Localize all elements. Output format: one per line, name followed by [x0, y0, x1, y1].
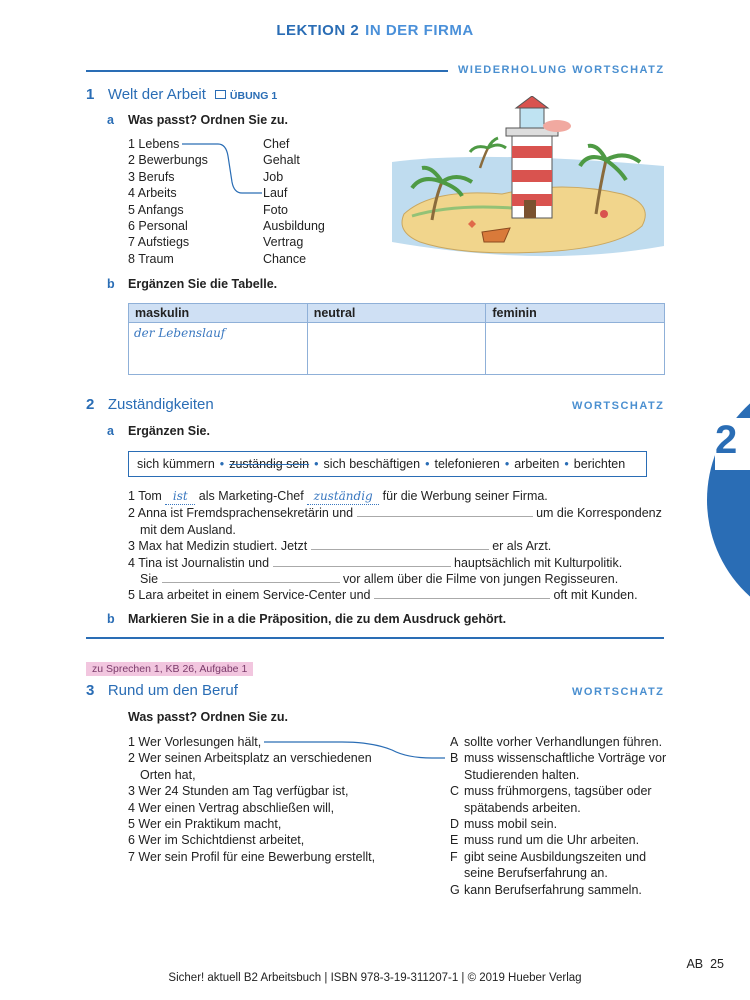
ex1a-right-list	[263, 136, 325, 267]
table-cell-feminin[interactable]	[486, 323, 665, 375]
section-label-wiederholung: WIEDERHOLUNG WORTSCHATZ	[458, 64, 665, 76]
chapter-tab-number: 2	[715, 418, 750, 470]
page-number: AB 25	[686, 957, 724, 971]
section-label-wortschatz: WORTSCHATZ	[572, 400, 665, 412]
answer-gap[interactable]	[311, 538, 489, 550]
list-item: Job	[263, 169, 284, 184]
list-item: Orten hat,	[140, 767, 196, 782]
ex3-connector-line	[262, 736, 447, 762]
ex1-title: Welt der Arbeit	[107, 86, 206, 103]
table-header-neutral: neutral	[307, 304, 486, 323]
page-header	[0, 22, 750, 39]
ex1a-label: a	[107, 113, 114, 127]
ex3-title: Rund um den Beruf	[107, 682, 238, 699]
divider	[86, 637, 664, 639]
list-item: 7 Aufstiegs	[128, 235, 190, 250]
list-item: muss mobil sein.	[464, 817, 558, 832]
list-item: 6 Wer im Schichtdienst arbeitet,	[128, 833, 305, 848]
list-item: 2 Bewerbungs	[128, 153, 208, 168]
ex3-right-list	[464, 734, 666, 898]
ex2-title: Zuständigkeiten	[107, 396, 214, 413]
list-item: muss rund um die Uhr arbeiten.	[464, 833, 640, 848]
list-item: Gehalt	[263, 153, 300, 168]
ex3-instruction: Was passt? Ordnen Sie zu.	[128, 710, 288, 724]
list-item: Vertrag	[263, 235, 304, 250]
list-item: 5 Wer ein Praktikum macht,	[128, 817, 282, 832]
list-item: seine Berufserfahrung an.	[464, 866, 608, 881]
word-chip-used: zuständig sein	[229, 457, 310, 471]
ex2-heading	[86, 396, 214, 413]
list-item: 4 Wer einen Vertrag abschließen will,	[128, 800, 335, 815]
ex1b-instruction: Ergänzen Sie die Tabelle.	[128, 277, 278, 291]
list-item: muss wissenschaftliche Vorträge vor	[464, 751, 667, 766]
lesson-number: LEKTION 2	[276, 22, 360, 39]
handwritten-example: der Lebenslauf	[134, 326, 226, 340]
word-chip: sich beschäftigen	[323, 457, 421, 471]
ex2-word-box: sich kümmern • zuständig sein • sich beschäftigen • telefonieren • arbeiten • berichten	[128, 451, 647, 477]
list-item: muss frühmorgens, tagsüber oder	[464, 784, 652, 799]
sentence-4-cont: Sie vor allem über die Filme von jungen Regisseuren.	[140, 572, 619, 587]
list-item: 4 Arbeits	[128, 186, 177, 201]
ex3-number: 3	[86, 682, 95, 699]
ex1b-table	[128, 303, 665, 375]
ex2-sentences	[128, 488, 668, 604]
list-item: 6 Personal	[128, 219, 188, 234]
sentence-5: 5 Lara arbeitet in einem Service-Center und oft mit Kunden.	[128, 588, 638, 603]
list-item: Lauf	[263, 186, 288, 201]
list-item: 5 Anfangs	[128, 202, 184, 217]
word-chip: sich kümmern	[137, 457, 215, 471]
answer-gap[interactable]: ist	[165, 488, 195, 505]
answer-gap[interactable]	[162, 571, 340, 583]
list-item: 3 Wer 24 Stunden am Tag verfügbar ist,	[128, 784, 349, 799]
sentence-4: 4 Tina ist Journalistin und hauptsächlich mit Kulturpolitik.	[128, 555, 623, 570]
sentence-3: 3 Max hat Medizin studiert. Jetzt er als Arzt.	[128, 539, 552, 554]
list-item: 1 Wer Vorlesungen hält,	[128, 735, 262, 749]
table-row	[129, 323, 665, 375]
sentence-2-cont: mit dem Ausland.	[140, 522, 236, 537]
list-item: 2 Wer seinen Arbeitsplatz an verschiedenen	[128, 751, 372, 766]
ex2b-label: b	[107, 612, 115, 626]
chapter-tab-ring	[707, 370, 750, 630]
section-label-wortschatz: WORTSCHATZ	[572, 686, 665, 698]
list-item: 3 Berufs	[128, 169, 175, 184]
list-item: 7 Wer sein Profil für eine Bewerbung erstellt,	[128, 849, 376, 864]
ex2a-instruction: Ergänzen Sie.	[128, 424, 210, 438]
ex2b-instruction: Markieren Sie in a die Präposition, die zu dem Ausdruck gehört.	[128, 612, 507, 626]
ex1a-instruction: Was passt? Ordnen Sie zu.	[128, 113, 288, 127]
lesson-topic: IN DER FIRMA	[365, 22, 474, 39]
list-item: Ausbildung	[263, 219, 325, 234]
ex1-number: 1	[86, 86, 95, 103]
sentence-1: 1 Tom ist als Marketing-Chef zuständig für die Werbung seiner Firma.	[128, 488, 668, 505]
ex1-heading	[86, 86, 277, 103]
answer-gap[interactable]	[273, 555, 451, 567]
answer-gap[interactable]	[374, 587, 550, 599]
word-chip: telefonieren	[434, 457, 500, 471]
ex3-right-letters: A B C D E F G	[450, 735, 460, 897]
list-item: kann Berufserfahrung sammeln.	[464, 882, 642, 897]
table-header-feminin: feminin	[486, 304, 665, 323]
lighthouse-island-illustration	[392, 96, 664, 274]
cross-reference-tag: zu Sprechen 1, KB 26, Aufgabe 1	[86, 662, 253, 676]
list-item: spätabends arbeiten.	[464, 800, 581, 815]
computer-icon	[215, 90, 226, 99]
list-item: Foto	[263, 202, 289, 217]
table-cell-neutral[interactable]	[307, 323, 486, 375]
list-item: 1 Lebens	[128, 137, 180, 151]
ex1b-label: b	[107, 277, 115, 291]
ex2a-label: a	[107, 424, 114, 438]
ex1-uebung-ref: ÜBUNG 1	[229, 90, 278, 102]
ex3-heading	[86, 682, 238, 699]
ex2-number: 2	[86, 396, 95, 413]
list-item: 8 Traum	[128, 251, 174, 266]
divider	[86, 70, 448, 72]
word-chip: berichten	[573, 457, 626, 471]
list-item: Studierenden halten.	[464, 767, 580, 782]
table-header-maskulin: maskulin	[129, 304, 308, 323]
answer-gap[interactable]	[357, 505, 533, 517]
footer-text: Sicher! aktuell B2 Arbeitsbuch | ISBN 978-3-19-311207-1 | © 2019 Hueber Verlag	[168, 972, 582, 984]
table-header-row	[129, 304, 665, 323]
answer-gap[interactable]: zuständig	[307, 488, 379, 505]
table-cell-maskulin[interactable]	[129, 323, 308, 375]
word-chip: arbeiten	[514, 457, 560, 471]
list-item: sollte vorher Verhandlungen führen.	[464, 735, 663, 749]
sentence-2: 2 Anna ist Fremdsprachensekretärin und um die Korrespondenz	[128, 506, 662, 521]
list-item: Chef	[263, 137, 290, 151]
list-item: gibt seine Ausbildungszeiten und	[464, 849, 647, 864]
ex1-connector-line	[180, 138, 265, 198]
list-item: Chance	[263, 251, 307, 266]
